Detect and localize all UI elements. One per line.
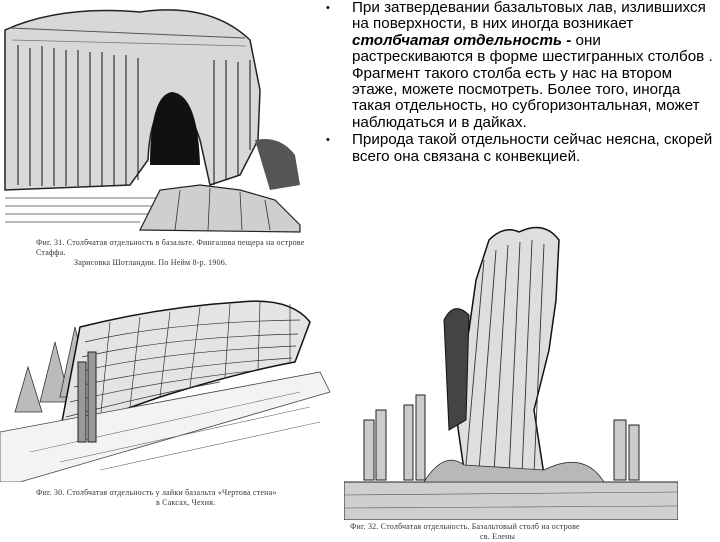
figure-31-caption-line2: Зарисовка Шотландии. По Нейм 8-р. 1906.	[74, 258, 228, 267]
devils-wall-illustration	[0, 282, 340, 482]
figure-basalt-pillar	[344, 220, 678, 520]
basalt-pillar-illustration	[344, 220, 678, 520]
figure-fingal-cave	[0, 0, 322, 238]
figure-30-caption-line1: Фиг. 30. Столбчатая отдельность у лайки базальта «Чертова стена»	[36, 488, 277, 497]
figure-31-caption	[36, 238, 326, 268]
bullet-dot-icon: •	[326, 2, 330, 14]
fingal-cave-illustration	[0, 0, 322, 238]
bullet-item	[326, 132, 716, 165]
bullet-1-text-continued: они растрескиваются в форме шестигранных столбов . Фрагмент такого столба есть у нас на втором этаже, можете посмотреть. Более того, иногда такая отдельность, но субгоризонтальная, может наблюдаться и в дайках.	[352, 31, 713, 131]
figure-32-caption-line2: св. Елены	[480, 532, 516, 541]
bullet-item	[326, 0, 716, 131]
figure-devils-wall	[0, 282, 340, 482]
figure-32-caption	[350, 522, 690, 542]
figure-30-caption-line2: в Саксах, Чехия.	[156, 498, 216, 507]
figure-30-caption	[36, 488, 336, 508]
bullet-dot-icon: •	[326, 134, 330, 147]
bullet-list	[326, 0, 716, 166]
bullet-1-text: При затвердевании базальтовых лав, излившихся на поверхности, в них иногда возникает	[352, 0, 706, 33]
figure-32-caption-line1: Фиг. 32. Столбчатая отдельность. Базальтовый столб на острове	[350, 522, 580, 531]
bullet-1-emphasis: столбчатая отдельность -	[352, 31, 572, 49]
bullet-2-text: Природа такой отдельности сейчас неясна, скорей всего она связана с конвекцией.	[352, 131, 713, 165]
figure-31-caption-line1: Фиг. 31. Столбчатая отдельность в базальте. Фингалова пещера на острове Стаффа.	[36, 238, 305, 257]
